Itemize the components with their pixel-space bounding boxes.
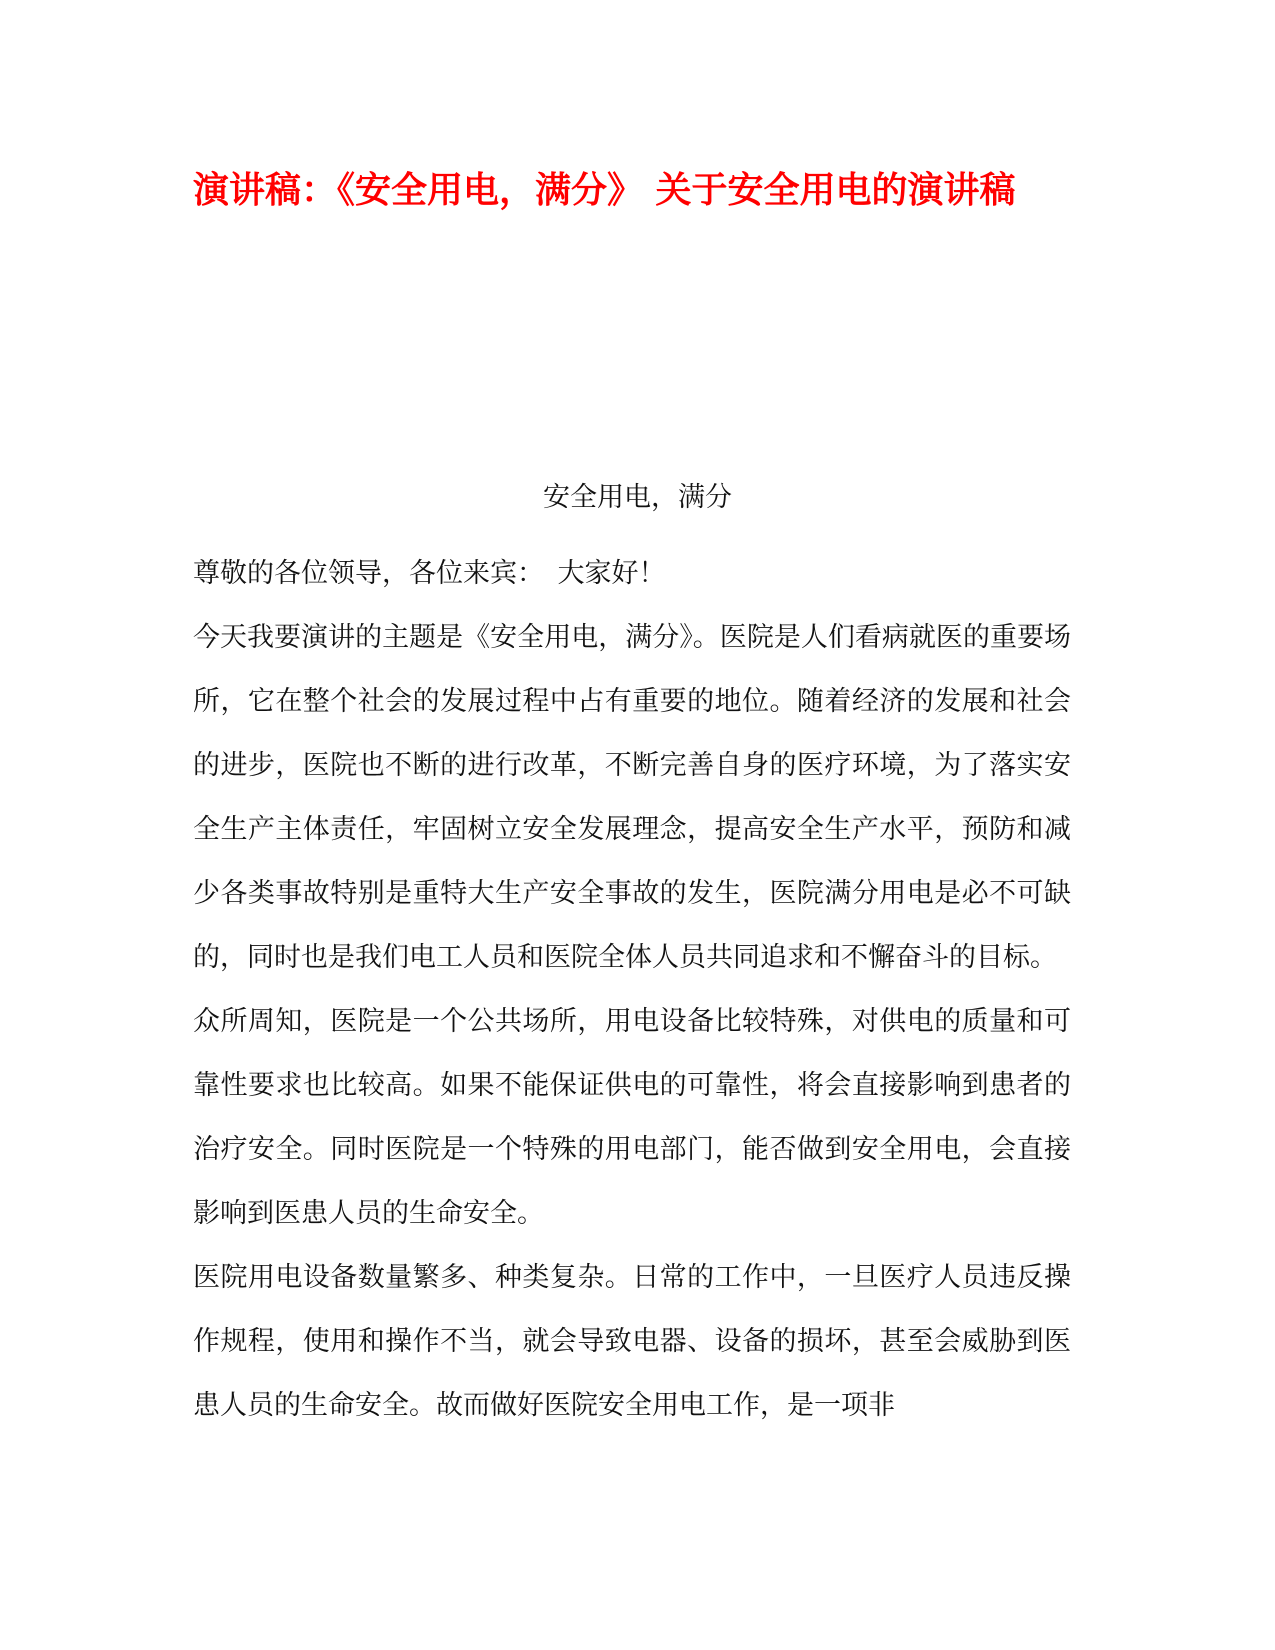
- paragraph-intro: 今天我要演讲的主题是《安全用电，满分》。医院是人们看病就医的重要场所，它在整个社会的发展过程中占有重要的地位。随着经济的发展和社会的进步，医院也不断的进行改革，不断完善自身的医疗环境，为了落实安全生产主体责任，牢固树立安全发展理念，提高安全生产水平，预防和减少各类事故特别是重特大生产安全事故的发生，医院满分用电是必不可缺的，同时也是我们电工人员和医院全体人员共同追求和不懈奋斗的目标。: [193, 622, 1071, 973]
- speech-title: 安全用电，满分: [543, 482, 732, 513]
- paragraph-equipment: 医院用电设备数量繁多、种类复杂。日常的工作中，一旦医疗人员违反操作规程，使用和操作不当，就会导致电器、设备的损坏，甚至会威胁到医患人员的生命安全。故而做好医院安全用电工作，是一项非: [193, 1262, 1071, 1421]
- paragraph-greeting: 尊敬的各位领导，各位来宾： 大家好！: [193, 558, 666, 589]
- speech-body: [193, 542, 1071, 1438]
- paragraph-public-place: 众所周知，医院是一个公共场所，用电设备比较特殊，对供电的质量和可靠性要求也比较高。如果不能保证供电的可靠性，将会直接影响到患者的治疗安全。同时医院是一个特殊的用电部门，能否做到安全用电，会直接影响到医患人员的生命安全。: [193, 1006, 1071, 1229]
- document-title: 演讲稿：《安全用电，满分》 关于安全用电的演讲稿: [193, 170, 1016, 211]
